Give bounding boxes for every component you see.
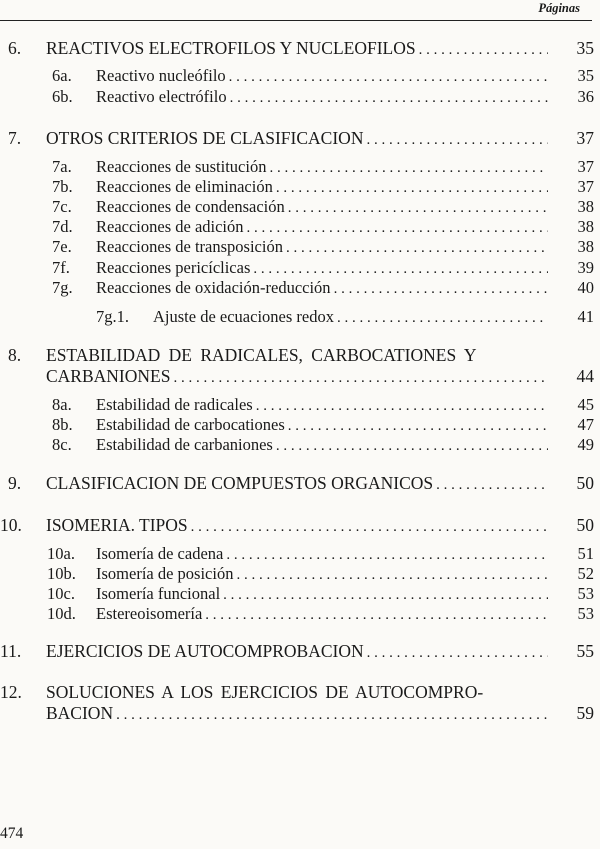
toc-entry bbox=[96, 395, 548, 415]
entry-page: 38 bbox=[577, 237, 594, 256]
entry-number: 7g. bbox=[52, 278, 73, 297]
entry-title-continued: BACION bbox=[46, 703, 114, 723]
toc-entry-line2 bbox=[46, 703, 548, 724]
dot-leader bbox=[334, 281, 548, 298]
entry-number: 7d. bbox=[52, 217, 73, 236]
entry-number: 6. bbox=[8, 38, 22, 58]
entry-number: 7c. bbox=[52, 197, 72, 216]
entry-number: 7a. bbox=[52, 157, 72, 176]
entry-number: 11. bbox=[0, 641, 22, 661]
paginas-header: Páginas bbox=[538, 1, 580, 15]
dot-leader bbox=[173, 370, 548, 387]
entry-number: 7. bbox=[8, 128, 22, 148]
entry-number: 10c. bbox=[47, 584, 75, 603]
toc-entry-line1 bbox=[46, 682, 554, 703]
entry-page: 40 bbox=[577, 278, 594, 297]
entry-page: 53 bbox=[577, 604, 594, 623]
dot-leader bbox=[269, 160, 548, 177]
entry-page: 36 bbox=[577, 87, 594, 106]
entry-number: 8c. bbox=[52, 435, 72, 454]
entry-title: Estereoisomería bbox=[96, 604, 203, 623]
entry-page: 41 bbox=[577, 307, 594, 326]
entry-page: 53 bbox=[577, 584, 594, 603]
dot-leader bbox=[191, 519, 548, 536]
entry-number: 10b. bbox=[47, 564, 76, 583]
dot-leader bbox=[286, 240, 548, 257]
toc-entry bbox=[96, 197, 548, 217]
page-number: 474 bbox=[0, 825, 24, 842]
toc-entry bbox=[96, 435, 548, 455]
dot-leader bbox=[256, 398, 548, 415]
entry-page: 59 bbox=[576, 703, 594, 723]
toc-entry-line2 bbox=[46, 366, 548, 387]
entry-page: 35 bbox=[576, 38, 594, 58]
entry-page: 47 bbox=[577, 415, 594, 434]
entry-number: 10a. bbox=[47, 544, 75, 563]
toc-entry bbox=[96, 604, 548, 624]
entry-number: 7e. bbox=[52, 237, 72, 256]
entry-title: Reacciones de adición bbox=[96, 217, 244, 236]
toc-entry bbox=[96, 157, 548, 177]
dot-leader bbox=[253, 261, 548, 278]
dot-leader bbox=[226, 547, 548, 564]
entry-title: ISOMERIA. TIPOS bbox=[46, 515, 188, 535]
entry-title: Reactivo electrófilo bbox=[96, 87, 227, 106]
entry-page: 38 bbox=[577, 197, 594, 216]
toc-entry bbox=[96, 584, 548, 604]
entry-number: 7g.1. bbox=[96, 307, 129, 326]
entry-title-continued: CARBANIONES bbox=[46, 366, 171, 386]
entry-number: 8a. bbox=[52, 395, 72, 414]
dot-leader bbox=[223, 587, 548, 604]
dot-leader bbox=[247, 220, 548, 237]
entry-number: 10. bbox=[0, 515, 22, 535]
dot-leader bbox=[419, 42, 548, 59]
toc-entry bbox=[96, 415, 548, 435]
entry-title: Reacciones de transposición bbox=[96, 237, 283, 256]
dot-leader bbox=[288, 200, 548, 217]
entry-title: Reacciones de eliminación bbox=[96, 177, 273, 196]
toc-entry bbox=[96, 237, 548, 257]
entry-page: 35 bbox=[577, 66, 594, 85]
dot-leader bbox=[116, 707, 548, 724]
toc-entry bbox=[46, 641, 548, 662]
entry-number: 6a. bbox=[52, 66, 72, 85]
entry-page: 44 bbox=[576, 366, 594, 386]
entry-title: Reacciones de condensación bbox=[96, 197, 285, 216]
header-rule bbox=[0, 20, 592, 21]
dot-leader bbox=[288, 418, 548, 435]
entry-title: Ajuste de ecuaciones redox bbox=[153, 307, 334, 326]
entry-title: SOLUCIONES A LOS EJERCICIOS DE AUTOCOMPRO- bbox=[46, 682, 484, 702]
dot-leader bbox=[367, 645, 548, 662]
entry-title: Estabilidad de carbocationes bbox=[96, 415, 285, 434]
dot-leader bbox=[276, 180, 548, 197]
toc-entry bbox=[46, 515, 548, 536]
toc-entry bbox=[96, 177, 548, 197]
toc-entry bbox=[96, 217, 548, 237]
entry-title: REACTIVOS ELECTROFILOS Y NUCLEOFILOS bbox=[46, 38, 416, 58]
toc-entry bbox=[96, 278, 548, 298]
entry-number: 10d. bbox=[47, 604, 76, 623]
dot-leader bbox=[366, 132, 548, 149]
entry-title: CLASIFICACION DE COMPUESTOS ORGANICOS bbox=[46, 473, 434, 493]
entry-number: 7b. bbox=[52, 177, 73, 196]
entry-title: ESTABILIDAD DE RADICALES, CARBOCATIONES Y bbox=[46, 345, 477, 365]
entry-page: 38 bbox=[577, 217, 594, 236]
dot-leader bbox=[230, 90, 548, 107]
toc-entry bbox=[96, 87, 548, 107]
entry-page: 50 bbox=[576, 515, 594, 535]
dot-leader bbox=[337, 310, 548, 327]
entry-page: 55 bbox=[576, 641, 594, 661]
toc-entry bbox=[96, 258, 548, 278]
dot-leader bbox=[236, 567, 548, 584]
dot-leader bbox=[229, 69, 548, 86]
entry-number: 9. bbox=[8, 473, 22, 493]
entry-number: 8b. bbox=[52, 415, 73, 434]
toc-entry bbox=[46, 473, 548, 494]
entry-title: Reactivo nucleófilo bbox=[96, 66, 226, 85]
entry-title: Estabilidad de radicales bbox=[96, 395, 253, 414]
entry-title: Isomería de cadena bbox=[96, 544, 224, 563]
entry-title: Isomería funcional bbox=[96, 584, 221, 603]
toc-entry bbox=[96, 564, 548, 584]
entry-page: 49 bbox=[577, 435, 594, 454]
entry-page: 52 bbox=[577, 564, 594, 583]
entry-title: OTROS CRITERIOS DE CLASIFICACION bbox=[46, 128, 364, 148]
entry-title: Isomería de posición bbox=[96, 564, 234, 583]
entry-number: 6b. bbox=[52, 87, 73, 106]
entry-page: 51 bbox=[577, 544, 594, 563]
toc-entry bbox=[46, 128, 548, 149]
entry-title: Reacciones de oxidación-reducción bbox=[96, 278, 331, 297]
toc-entry bbox=[96, 66, 548, 86]
entry-page: 37 bbox=[577, 177, 594, 196]
entry-page: 37 bbox=[576, 128, 594, 148]
entry-page: 39 bbox=[577, 258, 594, 277]
entry-page: 37 bbox=[577, 157, 594, 176]
entry-page: 45 bbox=[577, 395, 594, 414]
entry-number: 8. bbox=[8, 345, 22, 365]
toc-entry bbox=[153, 307, 548, 327]
entry-page: 50 bbox=[576, 473, 594, 493]
toc-entry bbox=[46, 38, 548, 59]
entry-title: Estabilidad de carbaniones bbox=[96, 435, 273, 454]
entry-title: Reacciones de sustitución bbox=[96, 157, 267, 176]
dot-leader bbox=[436, 477, 548, 494]
entry-title: EJERCICIOS DE AUTOCOMPROBACION bbox=[46, 641, 364, 661]
entry-title: Reacciones pericíclicas bbox=[96, 258, 251, 277]
toc-entry-line1 bbox=[46, 345, 554, 366]
toc-entry bbox=[96, 544, 548, 564]
dot-leader bbox=[276, 438, 548, 455]
dot-leader bbox=[205, 607, 548, 624]
entry-number: 12. bbox=[0, 682, 22, 702]
entry-number: 7f. bbox=[52, 258, 70, 277]
